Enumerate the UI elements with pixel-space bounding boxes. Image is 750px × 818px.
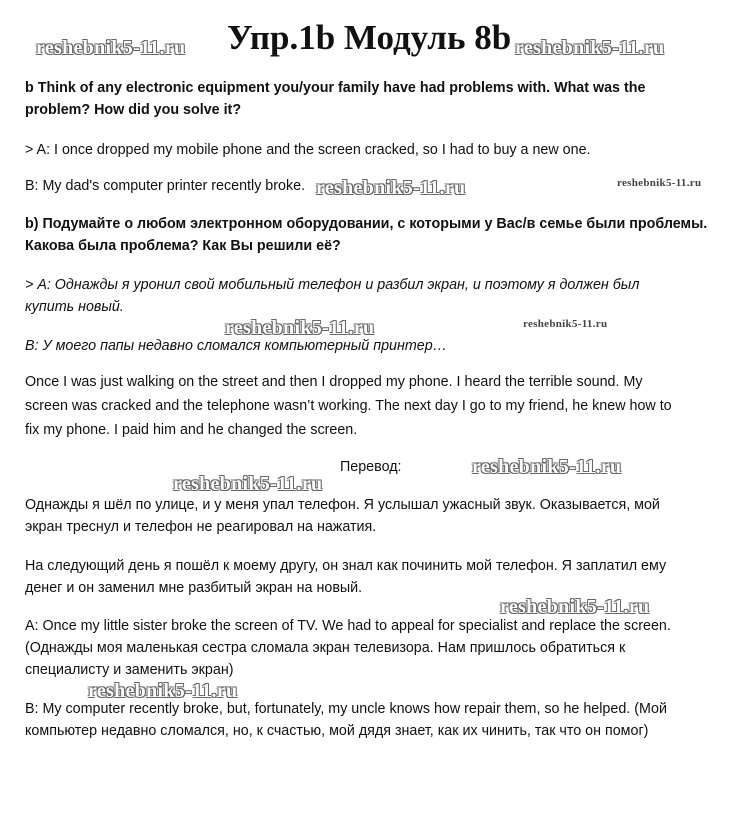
answer-b-ru: В: У моего папы недавно сломался компьютерный принтер… [25,338,447,354]
watermark: reshebnik5-11.ru [617,177,702,189]
dialog-a-line: (Однажды моя маленькая сестра сломала экран телевизора. Нам пришлось обратиться к [25,640,626,656]
answer-a-en: > A: I once dropped my mobile phone and the screen cracked, so I had to buy a new one. [25,142,591,158]
watermark: reshebnik5-11.ru [515,37,665,59]
answer-a-ru-line: купить новый. [25,299,124,315]
answer-b-en: B: My dad's computer printer recently broke. [25,178,306,194]
translation-label: Перевод: [340,459,402,475]
watermark: reshebnik5-11.ru [316,177,466,199]
dialog-a-line: специалисту и заменить экран) [25,662,234,678]
story-en-line: fix my phone. I paid him and he changed the screen. [25,422,358,438]
story-en-line: screen was cracked and the telephone wasn’t working. The next day I go to my friend, he knew how to [25,398,672,414]
task-ru-line: b) Подумайте о любом электронном оборудовании, с которыми у Вас/в семье были проблемы. [25,216,708,232]
watermark: reshebnik5-11.ru [225,317,375,339]
story-ru-line: На следующий день я пошёл к моему другу, он знал как починить мой телефон. Я заплатил ему [25,558,667,574]
story-ru-line: экран треснул и телефон не реагировал на нажатия. [25,519,377,535]
watermark: reshebnik5-11.ru [173,473,323,495]
watermark: reshebnik5-11.ru [500,596,650,618]
story-ru-line: Однажды я шёл по улице, и у меня упал телефон. Я услышал ужасный звук. Оказывается, мой [25,497,660,513]
dialog-a-line: A: Once my little sister broke the screen of TV. We had to appeal for specialist and replace the screen. [25,618,671,634]
watermark: reshebnik5-11.ru [88,680,238,702]
story-en-line: Once I was just walking on the street and then I dropped my phone. I heard the terrible sound. My [25,374,643,390]
answer-a-ru-line: > А: Однажды я уронил свой мобильный телефон и разбил экран, и поэтому я должен был [25,277,640,293]
task-en-line: problem? How did you solve it? [25,102,242,118]
task-ru-line: Какова была проблема? Как Вы решили её? [25,238,341,254]
watermark: reshebnik5-11.ru [36,37,186,59]
watermark: reshebnik5-11.ru [523,318,608,330]
task-en-line: b Think of any electronic equipment you/your family have had problems with. What was the [25,80,646,96]
page-title: Упр.1b Модуль 8b [227,18,512,57]
watermark: reshebnik5-11.ru [472,456,622,478]
dialog-b-line: B: My computer recently broke, but, fortunately, my uncle knows how repair them, so he helped. (Мой [25,701,667,717]
story-ru-line: денег и он заменил мне разбитый экран на новый. [25,580,363,596]
dialog-b-line: компьютер недавно сломался, но, к счастью, мой дядя знает, как их чинить, так что он помог) [25,723,649,739]
